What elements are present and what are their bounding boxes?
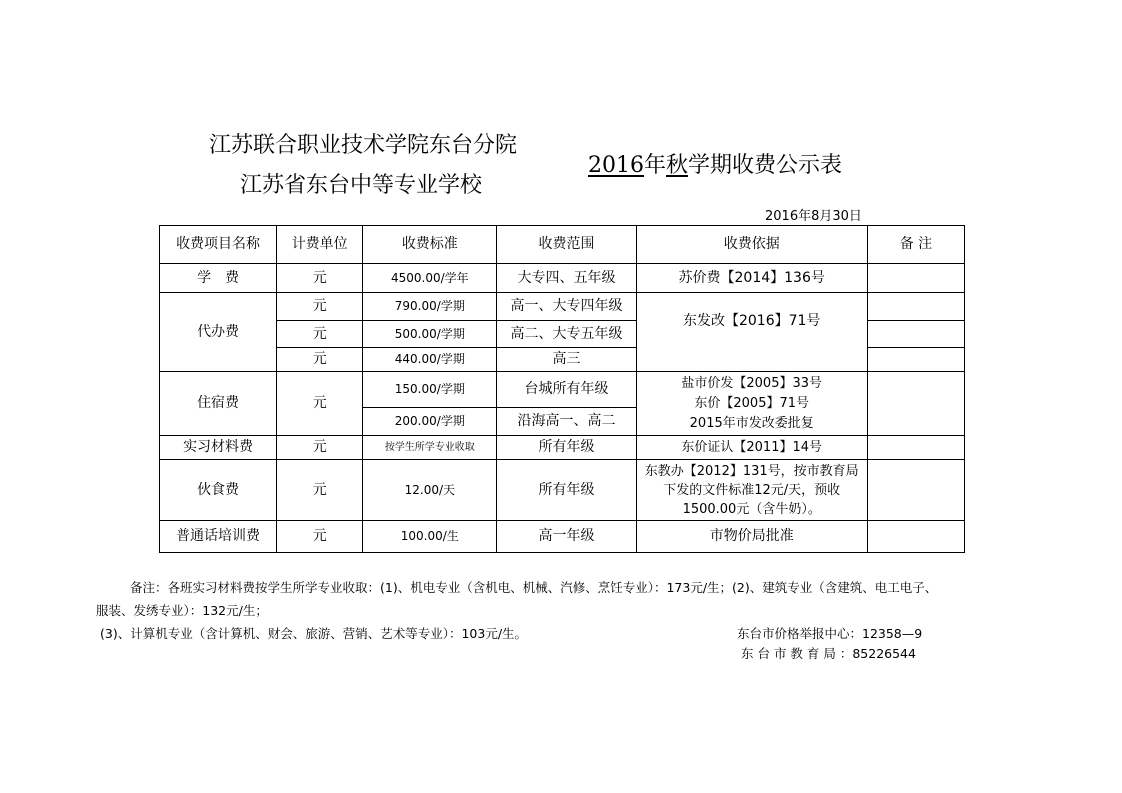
fee-scope: 大专四、五年级 [497, 264, 636, 293]
basis-line: 东教办【2012】131号，按市教育局 [644, 463, 859, 479]
basis-line: 东价【2005】71号 [694, 395, 810, 411]
header-cell: 收费范围 [497, 226, 636, 264]
fee-unit: 元 [277, 264, 363, 293]
fee-scope: 沿海高一、高二 [497, 408, 636, 436]
basis-line: 1500.00元（含牛奶）。 [682, 501, 821, 517]
fee-scope: 高一年级 [497, 521, 636, 553]
fee-remark [867, 321, 964, 348]
title-season: 秋 [666, 153, 689, 178]
fee-unit: 元 [277, 436, 363, 460]
fee-scope: 高三 [497, 348, 636, 372]
fee-scope: 所有年级 [497, 460, 636, 521]
note-line1: 备注：各班实习材料费按学生所学专业收取：(1)、机电专业（含机电、机械、汽修、烹饪专业）：173元/生；(2)、建筑专业（含建筑、电工电子、 [130, 580, 938, 595]
fee-standard: 440.00/学期 [363, 348, 497, 372]
education-bureau-contact: 东 台 市 教 育 局 ：85226544 [741, 646, 916, 661]
fee-standard: 12.00/天 [363, 460, 497, 521]
fee-name: 住宿费 [160, 372, 277, 436]
fee-unit: 元 [277, 348, 363, 372]
fee-name: 代办费 [160, 293, 277, 372]
header-cell: 收费标准 [363, 226, 497, 264]
header-cell: 计费单位 [277, 226, 363, 264]
fee-scope: 高一、大专四年级 [497, 293, 636, 321]
fee-standard: 500.00/学期 [363, 321, 497, 348]
fee-remark [867, 460, 964, 521]
fee-scope: 高二、大专五年级 [497, 321, 636, 348]
school-name-line2: 江苏省东台中等专业学校 [240, 173, 483, 198]
table-row [160, 521, 965, 553]
fee-remark [867, 521, 964, 553]
fee-standard: 200.00/学期 [363, 408, 497, 436]
fee-remark [867, 264, 964, 293]
fee-unit: 元 [277, 321, 363, 348]
basis-line: 2015年市发改委批复 [689, 415, 814, 431]
fee-basis: 东价证认【2011】14号 [636, 436, 867, 460]
basis-line: 下发的文件标准12元/天，预收 [663, 482, 841, 498]
fee-basis [636, 372, 867, 436]
fee-unit: 元 [277, 293, 363, 321]
fee-unit: 元 [277, 460, 363, 521]
header-cell: 备 注 [867, 226, 964, 264]
table-row [160, 372, 965, 408]
fee-standard: 150.00/学期 [363, 372, 497, 408]
fee-name: 学 费 [160, 264, 277, 293]
title-rest: 学期收费公示表 [688, 153, 843, 178]
note-line2: 服装、发绣专业）：132元/生； [96, 603, 268, 618]
header-cell: 收费依据 [636, 226, 867, 264]
page-title [588, 148, 842, 179]
title-year: 2016 [588, 153, 644, 178]
fee-unit: 元 [277, 521, 363, 553]
title-mid: 年 [644, 153, 667, 178]
fee-standard: 4500.00/学年 [363, 264, 497, 293]
school-name-line1: 江苏联合职业技术学院东台分院 [209, 133, 518, 158]
hotline-contact: 东台市价格举报中心：12358—9 [737, 626, 923, 641]
fee-standard: 按学生所学专业收取 [363, 436, 497, 460]
publish-date: 2016年8月30日 [765, 209, 862, 224]
fee-unit: 元 [277, 372, 363, 436]
table-row [160, 264, 965, 293]
fee-basis: 东发改【2016】71号 [636, 293, 867, 372]
fee-scope: 所有年级 [497, 436, 636, 460]
table-row [160, 293, 965, 321]
fee-remark [867, 348, 964, 372]
header-cell: 收费项目名称 [160, 226, 277, 264]
fee-remark [867, 372, 964, 436]
basis-line: 盐市价发【2005】33号 [681, 375, 823, 391]
table-header-row [160, 226, 965, 264]
fee-basis: 市物价局批准 [636, 521, 867, 553]
fee-remark [867, 436, 964, 460]
fee-name: 实习材料费 [160, 436, 277, 460]
fee-basis [636, 460, 867, 521]
fee-remark [867, 293, 964, 321]
note-line3: (3)、计算机专业（含计算机、财会、旅游、营销、艺术等专业）：103元/生。 [100, 626, 528, 641]
table-row [160, 460, 965, 521]
fee-name: 普通话培训费 [160, 521, 277, 553]
fee-scope: 台城所有年级 [497, 372, 636, 408]
fee-standard: 100.00/生 [363, 521, 497, 553]
table-row [160, 436, 965, 460]
fee-basis: 苏价费【2014】136号 [636, 264, 867, 293]
fee-standard: 790.00/学期 [363, 293, 497, 321]
fee-name: 伙食费 [160, 460, 277, 521]
fee-table [159, 225, 965, 553]
